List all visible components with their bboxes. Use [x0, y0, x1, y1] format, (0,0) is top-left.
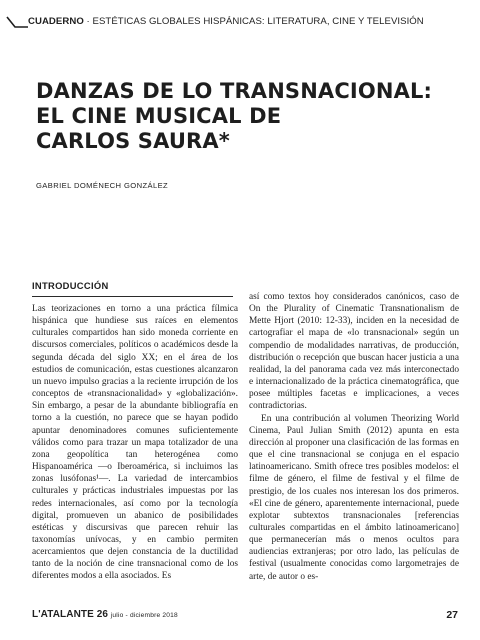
paragraph: así como textos hoy considerados canónicos, caso de On the Plurality of Cinematic Transnationalism de Mette Hjort (2010: 12-33), inciden en la necesidad de cartografiar el mapa de «lo transnacional» según un compendio de modalidades narrativas, de producción, distribución o recepción que buscan hacer justicia a una realidad, la del panorama cada vez más interconectado e internacionalizado de la práctica cinematográfica, que posee múltiples facetas e implicaciones, a veces contradictorias.: [249, 292, 459, 412]
header-subtitle: ESTÉTICAS GLOBALES HISPÁNICAS: LITERATURA, CINE Y TELEVISIÓN: [92, 16, 424, 27]
paragraph: Las teorizaciones en torno a una práctica fílmica hispánica que hundiese sus raíces en elementos culturales compartidos han sido moneda corriente en discursos comerciales, políticos o académicos desde la segunda década del siglo XX; en el área de los estudios de comunicación, estas cuestiones alcanzaron un nuevo impulso gracias a la reciente irrupción de los conceptos de «transnacionalidad» y «globalización». Sin embargo, a pesar de la abundante bibliografía en torno a la cuestión, no parece que se hayan podido apuntar denominadores comunes suficientemente válidos como para trazar un mapa totalizador de una zona geopolítica tan heterogénea como Hispanoamérica —o Iberoamérica, si incluimos las zonas lusófonas¹—. La variedad de intercambios culturales y prácticas industriales impuestas por las redes internacionales, así como por la tecnología digital, promueven un abanico de posibilidades estéticas y discursivas que parecen rehuir las taxonomías unívocas, y en cambio permiten acercamientos que dejen constancia de la ductilidad tanto de la noción de cine transnacional como de los diferentes modos a ella asociados. Es: [32, 304, 238, 582]
journal-name: L'ATALANTE 26: [32, 609, 109, 620]
title-line: CARLOS SAURA*: [36, 129, 230, 153]
body-column-right: [249, 291, 459, 583]
paragraph: En una contribución al volumen Theorizing World Cinema, Paul Julian Smith (2012) apunta en esta dirección al proponer una clasificación de las formas en que el cine transnacional se conjuga en el espacio latinoamericano. Smith ofrece tres posibles modelos: el filme de género, el filme de festival y el filme de prestigio, de los cuales nos interesan los dos primeros. «El cine de género, aparentemente internacional, puede explotar subtextos transnacionales [referencias culturales compartidas en el ámbito latinoamericano] que permanecerían más o menos ocultos para audiencias extranjeras; por otro lado, las películas de festival (usualmente conocidas como largometrajes de arte, de autor o es-: [249, 413, 459, 582]
header-section: CUADERNO: [28, 16, 84, 27]
article-author: GABRIEL DOMÉNECH GONZÁLEZ: [36, 181, 169, 190]
title-line: EL CINE MUSICAL DE: [36, 104, 282, 128]
header-separator: ·: [83, 16, 93, 27]
footer-journal-info: [32, 609, 178, 622]
section-bracket-icon: [6, 16, 28, 28]
section-heading: INTRODUCCIÓN: [32, 280, 233, 297]
issue-date: julio - diciembre 2018: [110, 612, 178, 619]
running-header: [28, 16, 468, 28]
article-title: [36, 79, 456, 154]
body-column-left: [32, 303, 238, 583]
title-line: DANZAS DE LO TRANSNACIONAL:: [36, 79, 433, 103]
page-number: 27: [446, 609, 458, 621]
